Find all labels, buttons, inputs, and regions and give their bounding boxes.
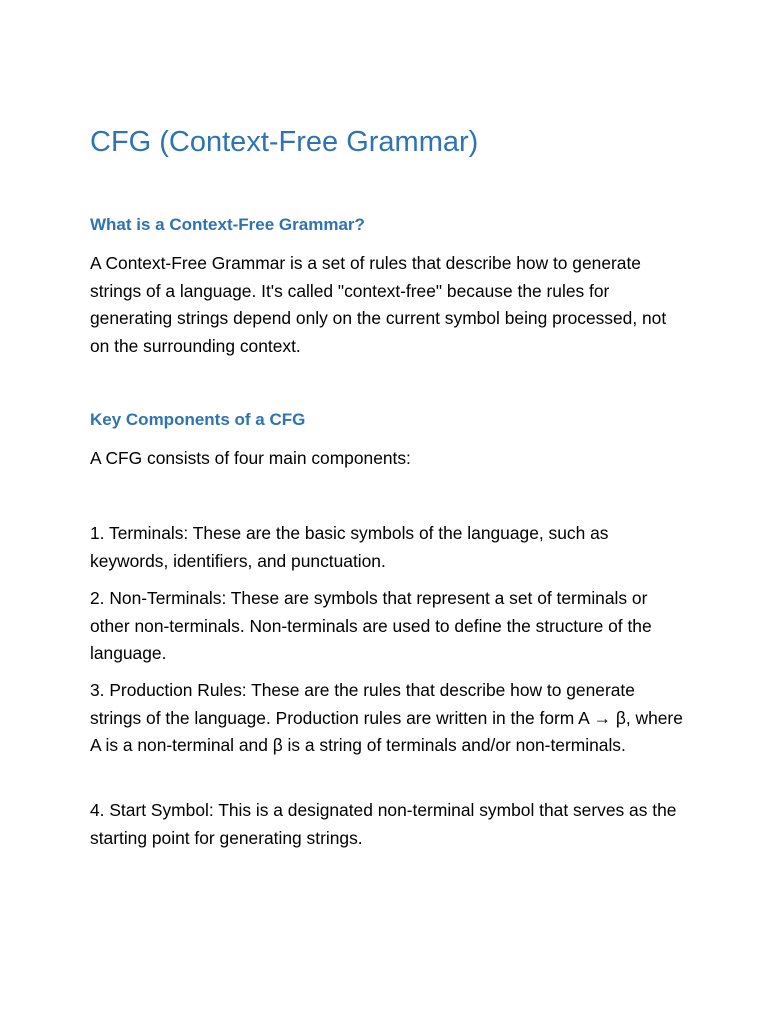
list-item-production-rules: 3. Production Rules: These are the rules that describe how to generate strings of the language. Production rules are written in the form A → β, where A is a non-terminal and β is a string of terminals and/or non-terminals. — [90, 680, 683, 755]
list-item-terminals: 1. Terminals: These are the basic symbols of the language, such as keywords, identifiers, and punctuation. — [90, 523, 609, 571]
list-item-non-terminals: 2. Non-Terminals: These are symbols that represent a set of terminals or other non-terminals. Non-terminals are used to define the structure of the language. — [90, 588, 652, 663]
section-heading-key-components: Key Components of a CFG — [90, 410, 306, 429]
document-title: CFG (Context-Free Grammar) — [90, 126, 479, 158]
section-intro-key-components: A CFG consists of four main components: — [90, 448, 411, 468]
section-heading-what-is-cfg: What is a Context-Free Grammar? — [90, 215, 365, 234]
list-item-start-symbol: 4. Start Symbol: This is a designated non-terminal symbol that serves as the starting point for generating strings. — [90, 800, 677, 848]
section-body-what-is-cfg: A Context-Free Grammar is a set of rules that describe how to generate strings of a language. It's called "context-free" because the rules for generating strings depend only on the current symbol being processed, not on the surrounding context. — [90, 253, 667, 356]
